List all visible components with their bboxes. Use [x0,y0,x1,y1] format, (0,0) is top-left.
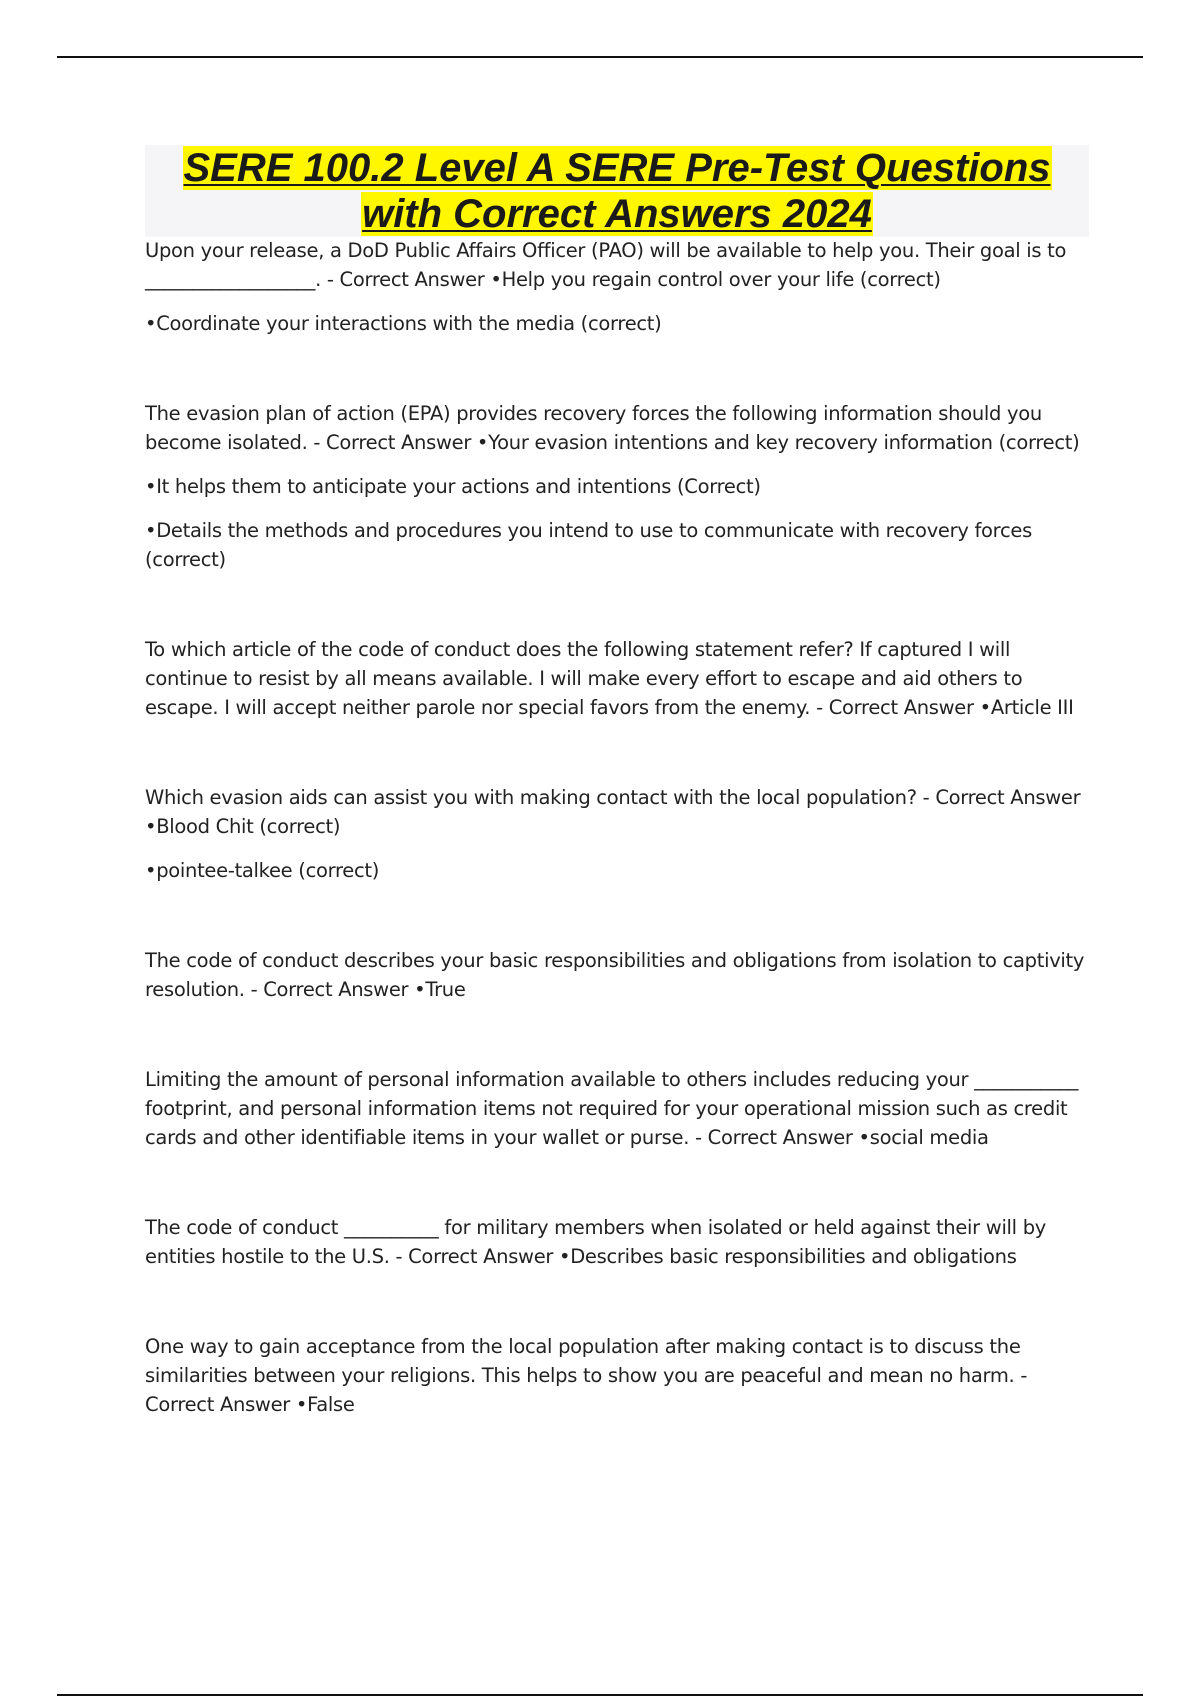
title-block [145,145,1089,237]
answer-4b: •pointee-talkee (correct) [145,859,380,882]
question-1: Upon your release, a DoD Public Affairs Officer (PAO) will be available to help you. Their goal is to __________________. - Correct Answer •Help you regain control over your life (correct) [145,239,1067,291]
question-8: One way to gain acceptance from the local population after making contact is to discuss the similarities between your religions. This helps to show you are peaceful and mean no harm. - Correct Answer •False [145,1335,1028,1416]
question-5: The code of conduct describes your basic responsibilities and obligations from isolation to captivity resolution. - Correct Answer •True [145,949,1085,1001]
question-7: The code of conduct __________ for military members when isolated or held against their will by entities hostile to the U.S. - Correct Answer •Describes basic responsibilities and obligations [145,1216,1047,1268]
answer-1b: •Coordinate your interactions with the media (correct) [145,312,662,335]
answer-2b: •It helps them to anticipate your actions and intentions (Correct) [145,475,761,498]
question-4: Which evasion aids can assist you with making contact with the local population? - Correct Answer •Blood Chit (correct) [145,786,1081,838]
document-body [145,236,1090,1419]
document-title: SERE 100.2 Level A SERE Pre-Test Questions with Correct Answers 2024 [183,146,1051,236]
question-3: To which article of the code of conduct does the following statement refer? If captured I will continue to resist by all means available. I will make every effort to escape and aid others to escape. I will accept neither parole nor special favors from the enemy. - Correct Answer •Article III [145,638,1074,719]
question-6: Limiting the amount of personal information available to others includes reducing your ___________ footprint, and personal information items not required for your operational mission such as credit cards and other identifiable items in your wallet or purse. - Correct Answer •social media [145,1068,1079,1149]
top-rule [57,56,1143,58]
bottom-rule [57,1694,1143,1696]
answer-2c: •Details the methods and procedures you intend to use to communicate with recovery forces (correct) [145,519,1032,571]
question-2: The evasion plan of action (EPA) provides recovery forces the following information should you become isolated. - Correct Answer •Your evasion intentions and key recovery information (correct) [145,402,1080,454]
